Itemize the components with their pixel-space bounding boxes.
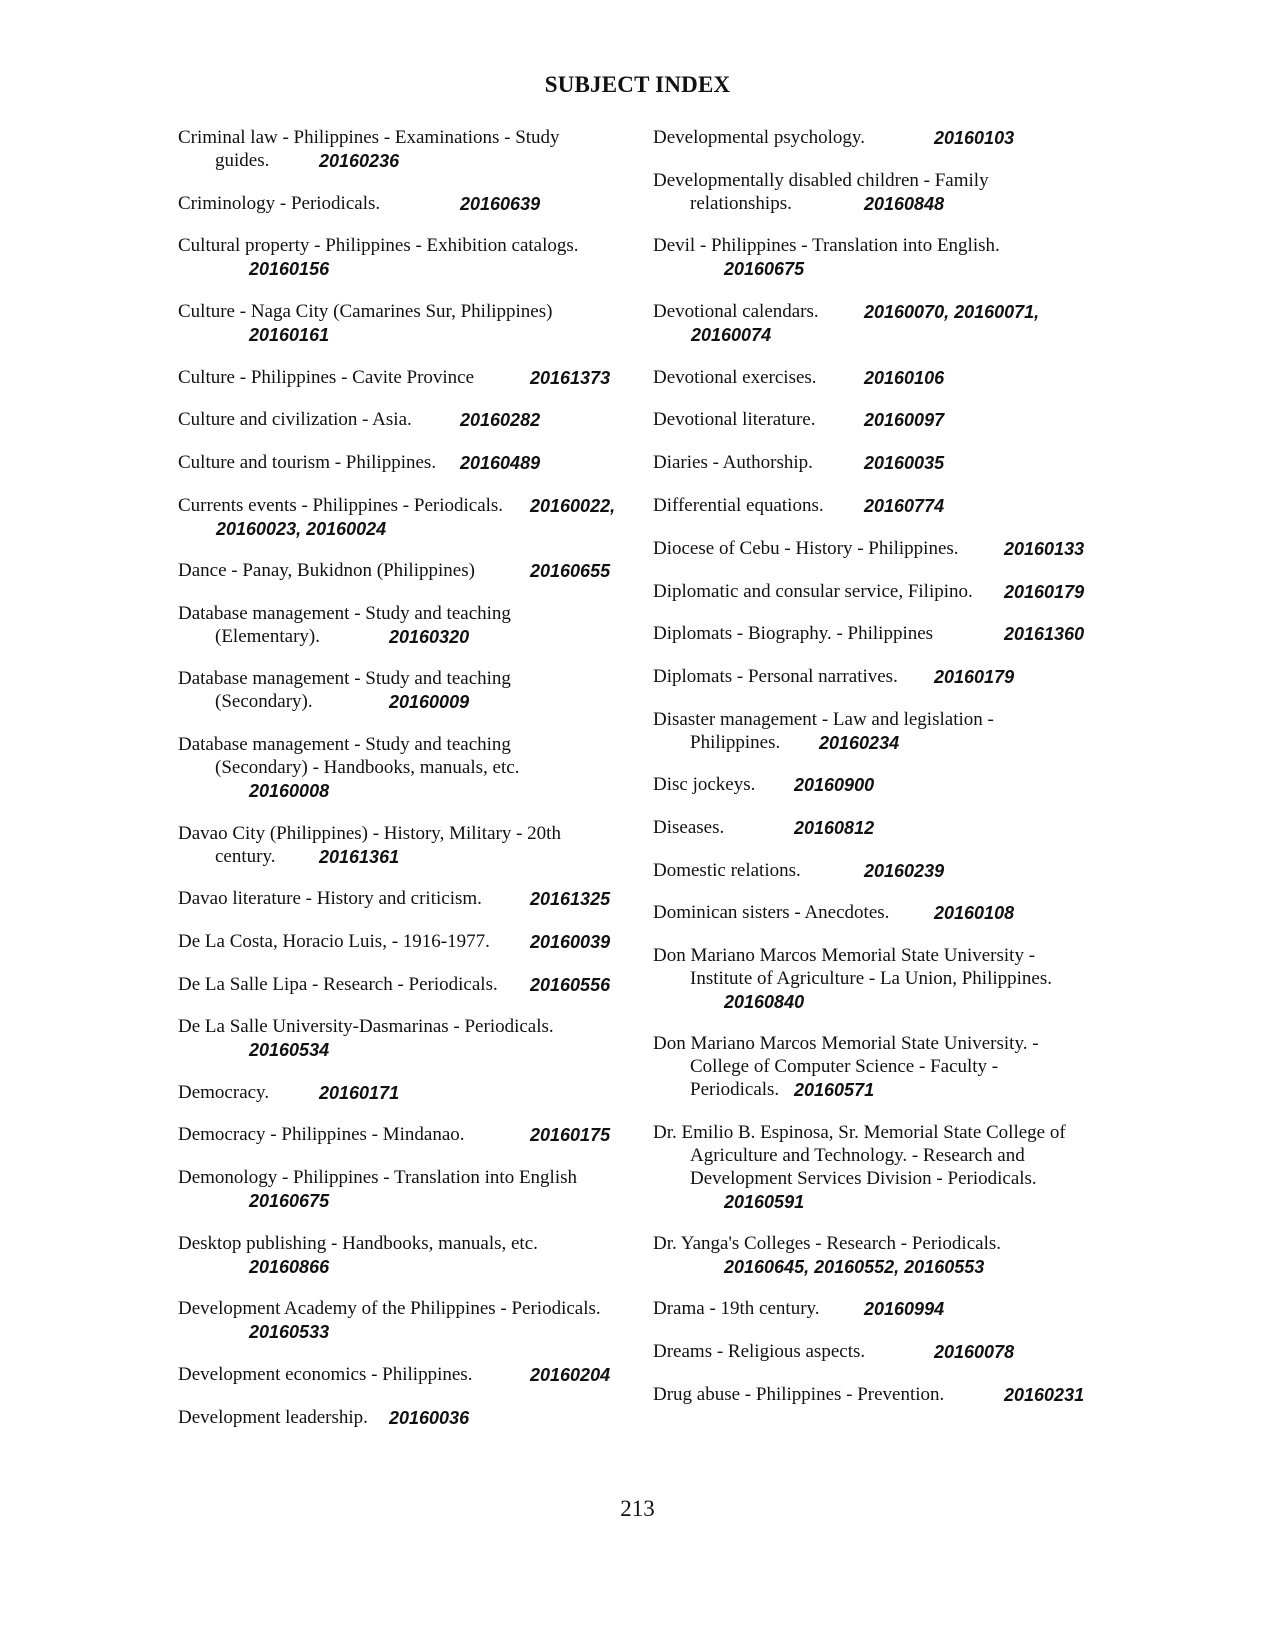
index-heading-continuation: (Secondary). [215,691,313,712]
index-heading: Don Mariano Marcos Memorial State University - [653,945,1036,966]
index-heading: Davao literature - History and criticism. [178,888,482,909]
record-number: 20160840 [724,992,805,1012]
record-number: 20160097 [864,410,945,430]
record-number: 20160175 [530,1125,611,1145]
record-number-continuation: 20160074 [691,325,772,345]
index-heading: Devotional calendars. [653,301,819,322]
record-number: 20161360 [1004,624,1085,644]
index-heading: Diocese of Cebu - History - Philippines. [653,538,959,559]
index-heading: Development leadership. [178,1407,368,1428]
index-heading: Currents events - Philippines - Periodicals. [178,495,504,516]
record-number: 20160282 [460,410,541,430]
record-number: 20160106 [864,368,945,388]
record-number: 20160866 [249,1257,330,1277]
index-heading: Database management - Study and teaching [178,734,511,755]
index-heading-continuation: Philippines. [690,732,781,753]
index-heading: Devotional literature. [653,409,816,430]
record-number: 20160161 [249,325,330,345]
index-heading: Development economics - Philippines. [178,1364,473,1385]
record-number: 20160489 [460,453,541,473]
index-heading: Don Mariano Marcos Memorial State University. - [653,1033,1039,1054]
index-heading: Differential equations. [653,495,824,516]
index-heading: Database management - Study and teaching [178,668,511,689]
index-heading: Dominican sisters - Anecdotes. [653,902,890,923]
record-number: 20160236 [319,151,400,171]
record-number: 20160070, 20160071, [864,302,1040,322]
index-heading: Dance - Panay, Bukidnon (Philippines) [178,560,475,581]
index-heading: Cultural property - Philippines - Exhibition catalogs. [178,235,579,256]
record-number: 20160534 [249,1040,330,1060]
record-number-continuation: 20160023, 20160024 [216,519,387,539]
index-heading-continuation: Development Services Division - Periodicals. [690,1168,1037,1189]
index-heading: Culture and civilization - Asia. [178,409,412,430]
index-heading: Drama - 19th century. [653,1298,820,1319]
index-heading: Diseases. [653,817,725,838]
index-heading: De La Costa, Horacio Luis, - 1916-1977. [178,931,490,952]
record-number: 20160239 [864,861,945,881]
index-heading: Developmental psychology. [653,127,865,148]
record-number: 20160556 [530,975,611,995]
index-heading: Democracy. [178,1082,270,1103]
record-number: 20160179 [934,667,1015,687]
record-number: 20160231 [1004,1385,1085,1405]
record-number: 20160156 [249,259,330,279]
record-number: 20160571 [794,1080,875,1100]
index-heading: Developmentally disabled children - Family [653,170,989,191]
record-number: 20160035 [864,453,945,473]
index-heading: Disc jockeys. [653,774,756,795]
record-number: 20160078 [934,1342,1015,1362]
record-number: 20160103 [934,128,1015,148]
index-heading: Devotional exercises. [653,367,817,388]
index-heading: Dr. Yanga's Colleges - Research - Periodicals. [653,1233,1001,1254]
record-number: 20160009 [389,692,470,712]
index-heading: Diplomats - Personal narratives. [653,666,898,687]
record-number: 20160179 [1004,582,1085,602]
record-number: 20160848 [864,194,945,214]
index-heading: Culture - Philippines - Cavite Province [178,367,475,388]
index-heading: Database management - Study and teaching [178,603,511,624]
record-number: 20160639 [460,194,541,214]
record-number: 20160774 [864,496,945,516]
record-number: 20161361 [319,847,400,867]
index-heading-continuation: (Elementary). [215,626,320,647]
index-heading: Davao City (Philippines) - History, Military - 20th [178,823,561,844]
index-heading: Criminal law - Philippines - Examinations - Study [178,127,560,148]
record-number: 20160533 [249,1322,330,1342]
index-heading-continuation: Institute of Agriculture - La Union, Philippines. [690,968,1053,989]
record-number: 20160320 [389,627,470,647]
page-number: 213 [620,1496,655,1521]
index-heading: Domestic relations. [653,860,801,881]
index-heading-continuation: guides. [215,150,270,171]
index-heading: Dreams - Religious aspects. [653,1341,866,1362]
index-heading: Development Academy of the Philippines - Periodicals. [178,1298,601,1319]
index-heading: Desktop publishing - Handbooks, manuals, etc. [178,1233,538,1254]
index-heading-continuation: Periodicals. [690,1079,780,1100]
index-heading-continuation: Agriculture and Technology. - Research and [690,1145,1025,1166]
record-number: 20160645, 20160552, 20160553 [724,1257,985,1277]
record-number: 20160008 [249,781,330,801]
index-heading-continuation: College of Computer Science - Faculty - [690,1056,999,1077]
record-number: 20160675 [249,1191,330,1211]
record-number: 20160655 [530,561,611,581]
record-number: 20160133 [1004,539,1085,559]
record-number: 20160812 [794,818,875,838]
record-number: 20160900 [794,775,875,795]
record-number: 20160994 [864,1299,945,1319]
index-heading: Culture - Naga City (Camarines Sur, Philippines) [178,301,553,322]
page-title: SUBJECT INDEX [544,72,731,97]
index-heading: Criminology - Periodicals. [178,193,381,214]
index-heading: Culture and tourism - Philippines. [178,452,437,473]
index-heading: De La Salle University-Dasmarinas - Periodicals. [178,1016,554,1037]
index-heading: Dr. Emilio B. Espinosa, Sr. Memorial State College of [653,1122,1066,1143]
record-number: 20161373 [530,368,611,388]
record-number: 20161325 [530,889,611,909]
index-heading: Democracy - Philippines - Mindanao. [178,1124,465,1145]
record-number: 20160171 [319,1083,400,1103]
index-heading: Drug abuse - Philippines - Prevention. [653,1384,945,1405]
index-heading: Demonology - Philippines - Translation into English [178,1167,578,1188]
index-heading: Disaster management - Law and legislation - [653,709,994,730]
index-heading-continuation: century. [215,846,276,867]
index-heading: Diaries - Authorship. [653,452,813,473]
index-heading: Diplomatic and consular service, Filipino. [653,581,973,602]
record-number: 20160022, [530,496,616,516]
record-number: 20160204 [530,1365,611,1385]
index-heading: Devil - Philippines - Translation into English. [653,235,1000,256]
record-number: 20160108 [934,903,1015,923]
index-heading: De La Salle Lipa - Research - Periodicals. [178,974,498,995]
index-heading-continuation: relationships. [690,193,792,214]
index-heading-continuation: (Secondary) - Handbooks, manuals, etc. [215,757,520,778]
record-number: 20160234 [819,733,900,753]
record-number: 20160675 [724,259,805,279]
record-number: 20160036 [389,1408,470,1428]
record-number: 20160039 [530,932,611,952]
index-heading: Diplomats - Biography. - Philippines [653,623,934,644]
record-number: 20160591 [724,1192,805,1212]
